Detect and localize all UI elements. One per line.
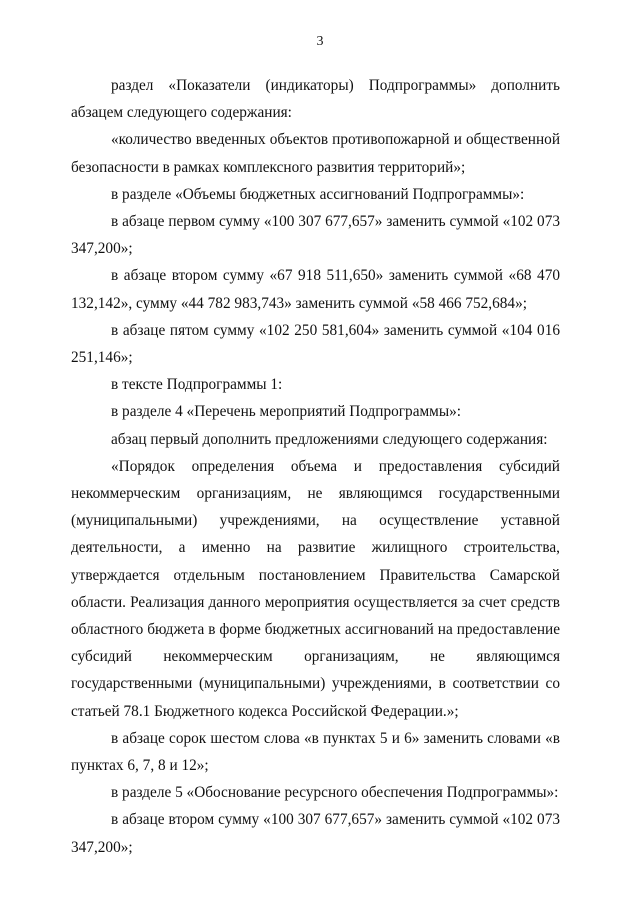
paragraph-budget-section: в разделе «Объемы бюджетных ассигнований Подпрограммы»: <box>111 185 525 203</box>
paragraph-indicators-section: раздел «Показатели (индикаторы) Подпрограммы» дополнить абзацем следующего содержания: <box>71 77 560 122</box>
document-body <box>71 72 560 861</box>
paragraph-subprogram-text: в тексте Подпрограммы 1: <box>111 376 283 394</box>
paragraph-new-indicator: «количество введенных объектов противопожарной и общественной безопасности в рамках комплексного развития территорий»; <box>71 131 560 176</box>
page-number: 3 <box>316 34 324 49</box>
paragraph-section-5: в разделе 5 «Обоснование ресурсного обеспечения Подпрограммы»: <box>111 784 559 802</box>
paragraph-fifth-amount: в абзаце пятом сумму «102 250 581,604» заменить суммой «104 016 251,146»; <box>71 321 560 367</box>
paragraph-subsidy-procedure: «Порядок определения объема и предоставления субсидий некоммерческим организациям, не являющимся государственными (муниципальными) учреждениями, на осуществление уставной деятельности, а именно на развитие жилищного строительства, утверждается отдельным постановлением Правительства Самарской области. Реализация данного мероприятия осуществляется за счет средств областного бюджета в форме бюджетных ассигнований на предоставление субсидий некоммерческим организациям, не являющимся государственными (муниципальными) учреждениями, в соответствии со статьей 78.1 Бюджетного кодекса Российской Федерации.»; <box>71 457 560 720</box>
paragraph-second-amount-section-5: в абзаце втором сумму «100 307 677,657» заменить суммой «102 073 347,200»; <box>71 811 560 856</box>
paragraph-forty-sixth: в абзаце сорок шестом слова «в пунктах 5 и 6» заменить словами «в пунктах 6, 7, 8 и 12»; <box>71 729 560 775</box>
paragraph-first-supplement: абзац первый дополнить предложениями следующего содержания: <box>111 430 548 448</box>
paragraph-second-amount: в абзаце втором сумму «67 918 511,650» заменить суммой «68 470 132,142», сумму «44 782 983,743» заменить суммой «58 466 752,684»; <box>71 267 560 312</box>
paragraph-section-4: в разделе 4 «Перечень мероприятий Подпрограммы»: <box>111 403 462 421</box>
paragraph-first-amount: в абзаце первом сумму «100 307 677,657» заменить суммой «102 073 347,200»; <box>71 213 560 258</box>
